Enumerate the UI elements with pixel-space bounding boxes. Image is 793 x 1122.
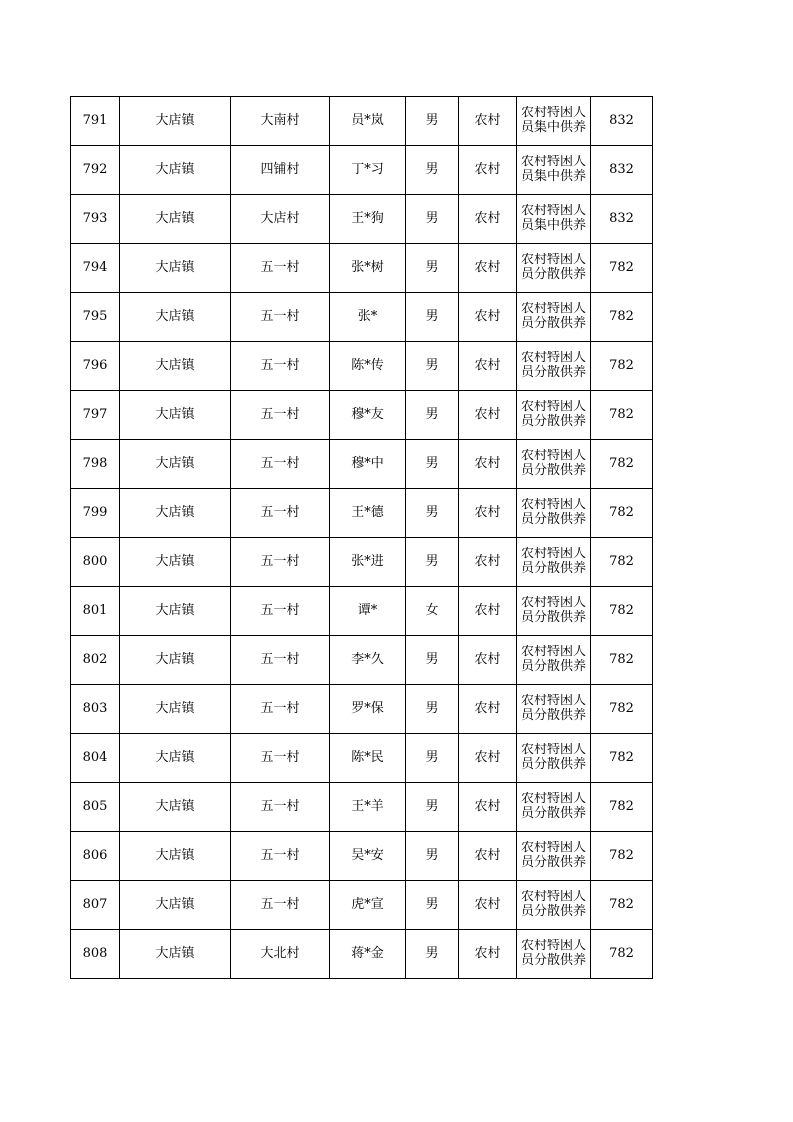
cell-name: 王*狗 [330,195,406,244]
cell-town: 大店镇 [120,489,231,538]
table-row [71,734,653,783]
cell-category [517,440,591,489]
cell-village: 五一村 [231,538,330,587]
cell-sequence: 803 [71,685,120,734]
cell-name: 张*进 [330,538,406,587]
cell-category-text: 农村特困人员集中供养 [520,106,586,135]
cell-sequence: 804 [71,734,120,783]
cell-category-text: 农村特困人员分散供养 [520,498,586,527]
cell-town: 大店镇 [120,244,231,293]
cell-name: 李*久 [330,636,406,685]
cell-village: 五一村 [231,489,330,538]
cell-village: 四铺村 [231,146,330,195]
cell-sex: 男 [406,636,459,685]
cell-category [517,587,591,636]
table-row [71,391,653,440]
table-row [71,930,653,979]
cell-sex: 男 [406,97,459,146]
cell-sex: 男 [406,489,459,538]
table-row [71,587,653,636]
cell-name: 王*德 [330,489,406,538]
cell-town: 大店镇 [120,685,231,734]
cell-type: 农村 [459,832,517,881]
cell-village: 五一村 [231,342,330,391]
cell-category [517,489,591,538]
table-row [71,195,653,244]
cell-town: 大店镇 [120,832,231,881]
cell-name: 蒋*金 [330,930,406,979]
cell-sequence: 795 [71,293,120,342]
cell-name: 王*羊 [330,783,406,832]
cell-category-text: 农村特困人员分散供养 [520,841,586,870]
cell-village: 五一村 [231,685,330,734]
cell-category-text: 农村特困人员分散供养 [520,547,586,576]
cell-sex: 男 [406,342,459,391]
cell-amount: 832 [591,195,653,244]
cell-name: 丁*习 [330,146,406,195]
cell-type: 农村 [459,930,517,979]
cell-sex: 男 [406,832,459,881]
cell-category-text: 农村特困人员分散供养 [520,596,586,625]
cell-town: 大店镇 [120,636,231,685]
cell-village: 五一村 [231,244,330,293]
cell-type: 农村 [459,783,517,832]
cell-name: 吴*安 [330,832,406,881]
cell-sex: 男 [406,881,459,930]
cell-type: 农村 [459,685,517,734]
cell-village: 五一村 [231,440,330,489]
cell-name: 陈*民 [330,734,406,783]
cell-sequence: 801 [71,587,120,636]
cell-village: 五一村 [231,391,330,440]
cell-village: 五一村 [231,783,330,832]
cell-type: 农村 [459,244,517,293]
cell-sex: 男 [406,391,459,440]
cell-village: 大南村 [231,97,330,146]
cell-sex: 男 [406,538,459,587]
cell-category-text: 农村特困人员分散供养 [520,449,586,478]
cell-name: 谭* [330,587,406,636]
table-row [71,342,653,391]
cell-town: 大店镇 [120,146,231,195]
table-row [71,97,653,146]
cell-name: 陈*传 [330,342,406,391]
assistance-recipients-table [70,96,653,979]
cell-sequence: 791 [71,97,120,146]
cell-town: 大店镇 [120,440,231,489]
cell-name: 张* [330,293,406,342]
cell-category [517,146,591,195]
cell-village: 五一村 [231,293,330,342]
cell-village: 大店村 [231,195,330,244]
table-row [71,293,653,342]
cell-amount: 782 [591,391,653,440]
cell-amount: 832 [591,146,653,195]
table-body [71,97,653,979]
cell-name: 虎*宣 [330,881,406,930]
cell-type: 农村 [459,146,517,195]
cell-name: 穆*中 [330,440,406,489]
cell-type: 农村 [459,538,517,587]
cell-sequence: 808 [71,930,120,979]
cell-category [517,391,591,440]
cell-category [517,195,591,244]
cell-amount: 782 [591,636,653,685]
cell-type: 农村 [459,881,517,930]
cell-name: 张*树 [330,244,406,293]
table-row [71,832,653,881]
cell-sequence: 796 [71,342,120,391]
cell-town: 大店镇 [120,293,231,342]
table-row [71,881,653,930]
cell-category-text: 农村特困人员集中供养 [520,204,586,233]
cell-type: 农村 [459,195,517,244]
cell-sequence: 793 [71,195,120,244]
cell-category [517,342,591,391]
cell-sequence: 794 [71,244,120,293]
cell-sequence: 806 [71,832,120,881]
cell-sequence: 798 [71,440,120,489]
cell-amount: 782 [591,244,653,293]
cell-type: 农村 [459,734,517,783]
cell-town: 大店镇 [120,783,231,832]
table-row [71,146,653,195]
cell-sex: 男 [406,734,459,783]
cell-amount: 782 [591,783,653,832]
cell-town: 大店镇 [120,195,231,244]
cell-type: 农村 [459,489,517,538]
cell-category [517,636,591,685]
cell-category [517,734,591,783]
cell-town: 大店镇 [120,930,231,979]
cell-category-text: 农村特困人员分散供养 [520,645,586,674]
cell-town: 大店镇 [120,538,231,587]
cell-type: 农村 [459,636,517,685]
cell-category-text: 农村特困人员分散供养 [520,792,586,821]
cell-village: 大北村 [231,930,330,979]
cell-town: 大店镇 [120,881,231,930]
cell-amount: 782 [591,930,653,979]
cell-type: 农村 [459,97,517,146]
cell-sequence: 792 [71,146,120,195]
cell-category [517,244,591,293]
cell-type: 农村 [459,587,517,636]
cell-type: 农村 [459,391,517,440]
cell-sex: 男 [406,293,459,342]
cell-category-text: 农村特困人员分散供养 [520,253,586,282]
cell-amount: 782 [591,587,653,636]
cell-town: 大店镇 [120,587,231,636]
cell-amount: 782 [591,685,653,734]
cell-town: 大店镇 [120,734,231,783]
cell-sex: 男 [406,685,459,734]
cell-category-text: 农村特困人员集中供养 [520,155,586,184]
table-row [71,489,653,538]
cell-sex: 女 [406,587,459,636]
cell-category-text: 农村特困人员分散供养 [520,400,586,429]
cell-category [517,832,591,881]
cell-sex: 男 [406,146,459,195]
cell-village: 五一村 [231,587,330,636]
cell-category [517,293,591,342]
cell-village: 五一村 [231,881,330,930]
cell-category [517,930,591,979]
cell-sequence: 797 [71,391,120,440]
cell-village: 五一村 [231,734,330,783]
cell-category-text: 农村特困人员分散供养 [520,694,586,723]
cell-amount: 782 [591,881,653,930]
table-row [71,244,653,293]
table-row [71,636,653,685]
cell-category-text: 农村特困人员分散供养 [520,351,586,380]
cell-type: 农村 [459,293,517,342]
cell-sequence: 805 [71,783,120,832]
cell-category [517,783,591,832]
cell-category-text: 农村特困人员分散供养 [520,939,586,968]
cell-sequence: 800 [71,538,120,587]
cell-category [517,881,591,930]
cell-town: 大店镇 [120,391,231,440]
cell-sequence: 799 [71,489,120,538]
table-row [71,783,653,832]
cell-name: 穆*友 [330,391,406,440]
cell-sex: 男 [406,930,459,979]
cell-village: 五一村 [231,636,330,685]
cell-sex: 男 [406,783,459,832]
cell-category [517,685,591,734]
cell-category-text: 农村特困人员分散供养 [520,743,586,772]
cell-sex: 男 [406,244,459,293]
cell-sequence: 807 [71,881,120,930]
cell-name: 员*岚 [330,97,406,146]
cell-village: 五一村 [231,832,330,881]
cell-amount: 782 [591,293,653,342]
cell-category-text: 农村特困人员分散供养 [520,890,586,919]
cell-amount: 782 [591,734,653,783]
cell-sex: 男 [406,195,459,244]
cell-category [517,538,591,587]
cell-amount: 832 [591,97,653,146]
cell-name: 罗*保 [330,685,406,734]
cell-amount: 782 [591,832,653,881]
cell-type: 农村 [459,342,517,391]
cell-sequence: 802 [71,636,120,685]
cell-town: 大店镇 [120,342,231,391]
cell-amount: 782 [591,538,653,587]
table-row [71,685,653,734]
cell-sex: 男 [406,440,459,489]
cell-amount: 782 [591,440,653,489]
cell-category [517,97,591,146]
table-row [71,538,653,587]
cell-type: 农村 [459,440,517,489]
cell-town: 大店镇 [120,97,231,146]
cell-amount: 782 [591,342,653,391]
cell-amount: 782 [591,489,653,538]
cell-category-text: 农村特困人员分散供养 [520,302,586,331]
table-row [71,440,653,489]
